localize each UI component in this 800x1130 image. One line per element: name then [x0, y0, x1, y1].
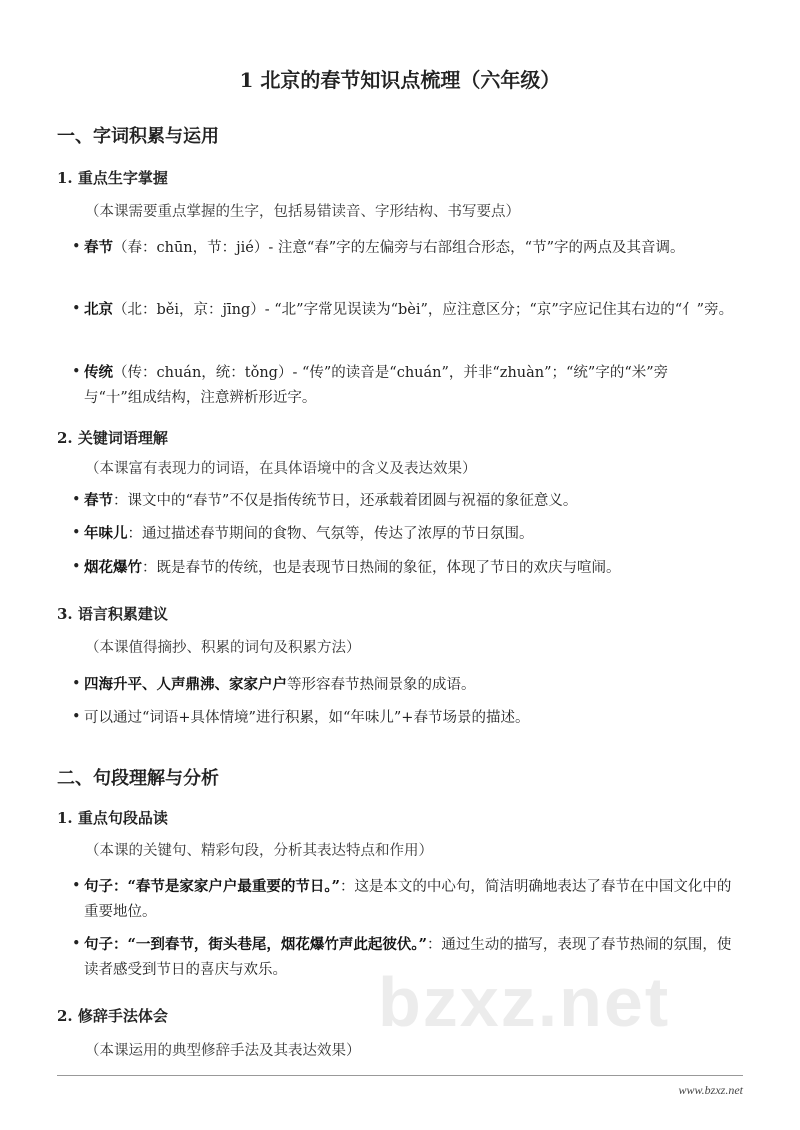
- subsection-heading: 2. 修辞手法体会: [57, 1007, 168, 1025]
- list-item: • 春节（春：chūn，节：jié）- 注意“春”字的左偏旁与右部组合形态，“节”字的两点及其音调。: [72, 239, 685, 256]
- watermark: bzxz.net: [378, 963, 671, 1041]
- list-item: • 传统（传：chuán，统：tǒng）- “传”的读音是“chuán”，并非“zhuàn”；“统”字的“米”旁与“十”组成结构，注意辨析形近字。: [72, 364, 669, 406]
- section-heading: 一、字词积累与运用: [57, 126, 219, 147]
- footer-url: www.bzxz.net: [678, 1083, 743, 1097]
- list-item: • 四海升平、人声鼎沸、家家户户等形容春节热闹景象的成语。: [72, 676, 476, 693]
- list-item: • 北京（北：běi，京：jīng）- “北”字常见误读为“bèi”，应注意区分；“京”字应记住其右边的“亻”旁。: [72, 301, 734, 318]
- list-item: • 年味儿：通过描述春节期间的食物、气氛等，传达了浓厚的节日氛围。: [72, 525, 534, 542]
- item-term: 传统: [84, 364, 113, 381]
- list-item: • 春节：课文中的“春节”不仅是指传统节日，还承载着团圆与祝福的象征意义。: [72, 492, 578, 509]
- footer-divider: [57, 1075, 743, 1076]
- list-item: • 可以通过“词语+具体情境”进行积累，如“年味儿”+春节场景的描述。: [72, 709, 530, 726]
- subsection-note: （本课富有表现力的词语，在具体语境中的含义及表达效果）: [85, 461, 477, 477]
- subsection-heading: 3. 语言积累建议: [57, 605, 168, 623]
- subsection-note: （本课的关键句、精彩句段，分析其表达特点和作用）: [85, 843, 433, 859]
- item-term: 四海升平、人声鼎沸、家家户户: [84, 676, 287, 693]
- subsection-heading: 1. 重点句段品读: [57, 809, 168, 827]
- list-item: • 句子：“一到春节，街头巷尾，烟花爆竹声此起彼伏。”：通过生动的描写，表现了春节热闹的氛围，使读者感受到节日的喜庆与欢乐。: [72, 936, 732, 978]
- page-title: 1 北京的春节知识点梳理（六年级）: [239, 68, 561, 92]
- item-term: 句子：“一到春节，街头巷尾，烟花爆竹声此起彼伏。”: [84, 936, 427, 953]
- item-term: 烟花爆竹: [84, 559, 142, 576]
- item-text: ：既是春节的传统，也是表现节日热闹的象征，体现了节日的欢庆与喧闹。: [142, 560, 621, 576]
- subsection-heading: 1. 重点生字掌握: [57, 169, 168, 187]
- item-text: ：通过生动的描写，表现了春节热闹的氛围，使读者感受到节日的喜庆与欢乐。: [84, 937, 732, 978]
- item-term: 春节: [84, 239, 113, 256]
- item-text: （春：chūn，节：jié）- 注意“春”字的左偏旁与右部组合形态，“节”字的两点及其音调。: [113, 240, 685, 256]
- item-text: 等形容春节热闹景象的成语。: [287, 677, 476, 693]
- item-text: 可以通过“词语+具体情境”进行积累，如“年味儿”+春节场景的描述。: [84, 710, 530, 726]
- list-item: • 烟花爆竹：既是春节的传统，也是表现节日热闹的象征，体现了节日的欢庆与喧闹。: [72, 559, 621, 576]
- list-item: • 句子：“春节是家家户户最重要的节日。”：这是本文的中心句，简洁明确地表达了春节在中国文化中的重要地位。: [72, 878, 732, 920]
- subsection-note: （本课运用的典型修辞手法及其表达效果）: [85, 1043, 361, 1059]
- subsection-note: （本课值得摘抄、积累的词句及积累方法）: [85, 640, 361, 656]
- section-heading: 二、句段理解与分析: [57, 768, 219, 789]
- subsection-note: （本课需要重点掌握的生字，包括易错读音、字形结构、书写要点）: [85, 204, 520, 220]
- item-term: 句子：“春节是家家户户最重要的节日。”: [84, 878, 340, 895]
- item-term: 北京: [84, 301, 113, 318]
- subsection-heading: 2. 关键词语理解: [57, 429, 168, 447]
- item-text: ：通过描述春节期间的食物、气氛等，传达了浓厚的节日氛围。: [127, 526, 534, 542]
- item-text: ：这是本文的中心句，简洁明确地表达了春节在中国文化中的重要地位。: [84, 879, 732, 920]
- item-text: （北：běi，京：jīng）- “北”字常见误读为“bèi”，应注意区分；“京”字应记住其右边的“亻”旁。: [113, 302, 734, 318]
- item-term: 春节: [84, 492, 113, 509]
- item-text: ：课文中的“春节”不仅是指传统节日，还承载着团圆与祝福的象征意义。: [113, 493, 578, 509]
- item-text: （传：chuán，统：tǒng）- “传”的读音是“chuán”，并非“zhuàn”；“统”字的“米”旁与“十”组成结构，注意辨析形近字。: [84, 365, 669, 406]
- item-term: 年味儿: [84, 525, 128, 542]
